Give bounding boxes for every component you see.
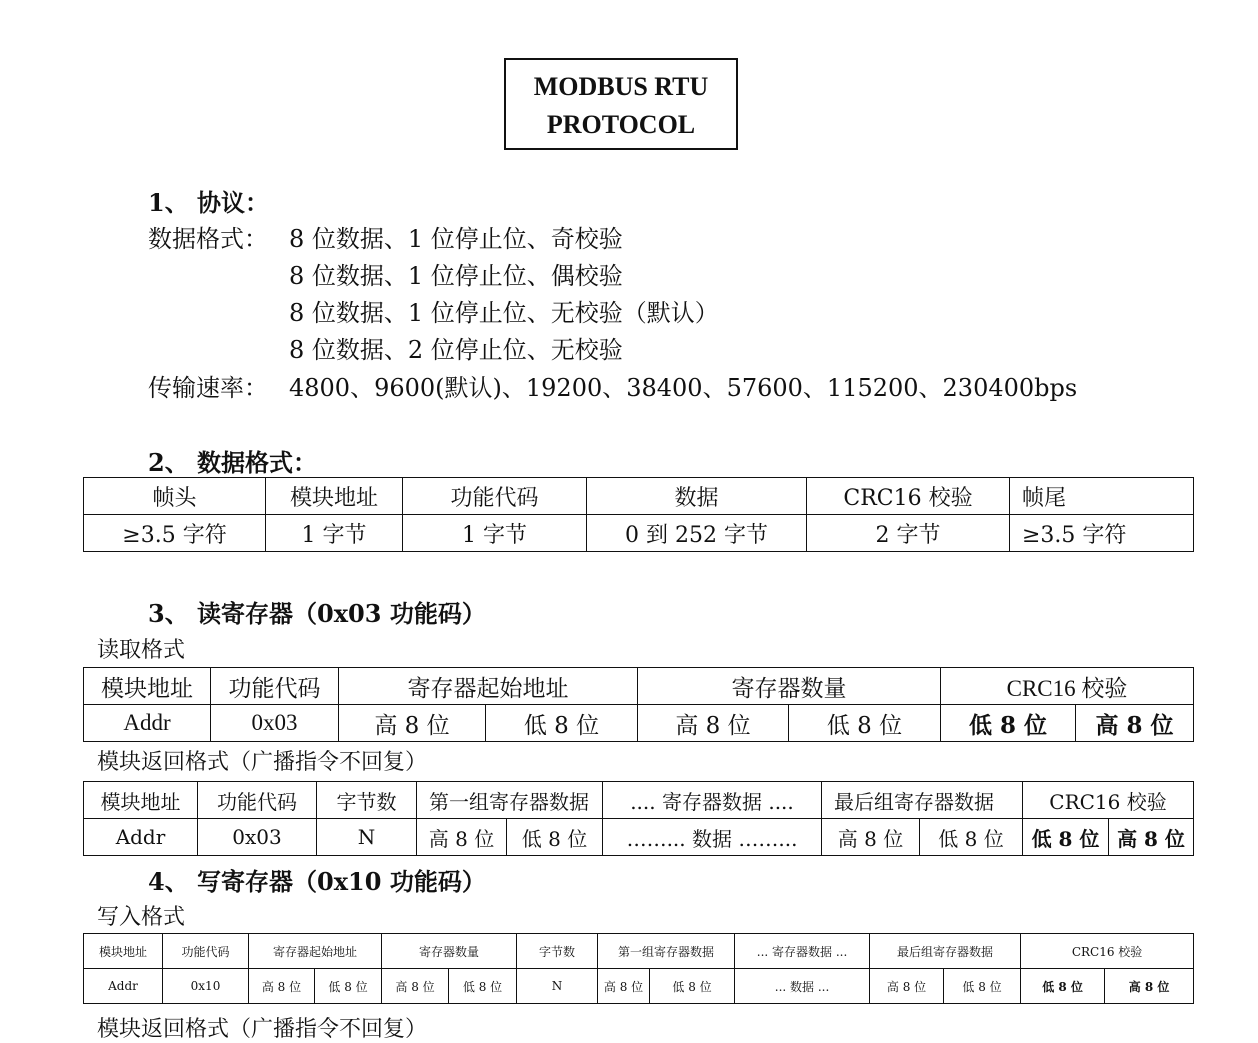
write-response-label: 模块返回格式（广播指令不回复） xyxy=(97,1017,428,1042)
table-header-cell: 帧尾 xyxy=(1010,478,1194,515)
table-cell: 低 8 位 xyxy=(1021,969,1105,1004)
title-line-2: PROTOCOL xyxy=(546,110,696,139)
table-cell: ……... 数据 ……... xyxy=(603,819,822,856)
table-cell: 高 8 位 xyxy=(1109,819,1194,856)
table-cell: 2 字节 xyxy=(807,515,1010,552)
table-header-cell: .... 寄存器数据 .... xyxy=(603,782,822,819)
document-title xyxy=(504,58,738,150)
table-cell: 低 8 位 xyxy=(789,705,941,742)
table-header-cell: 模块地址 xyxy=(266,478,403,515)
table-header-cell: 寄存器起始地址 xyxy=(249,934,382,969)
table-cell: 低 8 位 xyxy=(486,705,638,742)
table-header-cell: 字节数 xyxy=(317,782,417,819)
table-row xyxy=(84,819,1194,856)
section-2-heading: 2、 数据格式： xyxy=(148,448,318,477)
table-header-cell: CRC16 校验 xyxy=(1023,782,1194,819)
table-row xyxy=(84,782,1194,819)
table-cell: 1 字节 xyxy=(403,515,587,552)
table-cell: 低 8 位 xyxy=(650,969,735,1004)
table-header-cell: 功能代码 xyxy=(163,934,249,969)
table-cell: 低 8 位 xyxy=(1023,819,1109,856)
table-row xyxy=(84,668,1194,705)
table-cell: ... 数据 ... xyxy=(735,969,870,1004)
table-header-cell: 模块地址 xyxy=(84,934,163,969)
table-cell: N xyxy=(317,819,417,856)
table-header-cell: 最后组寄存器数据 xyxy=(870,934,1021,969)
table-cell: 0x03 xyxy=(198,819,317,856)
table-cell: 高 8 位 xyxy=(638,705,789,742)
read-response-label: 模块返回格式（广播指令不回复） xyxy=(97,750,428,775)
table-cell: 高 8 位 xyxy=(417,819,507,856)
write-request-label: 写入格式 xyxy=(97,905,186,930)
write-request-table xyxy=(83,933,1194,1004)
data-format-label: 数据格式： xyxy=(148,225,268,253)
table-cell: 低 8 位 xyxy=(507,819,603,856)
table-header-cell: CRC16 校验 xyxy=(807,478,1010,515)
table-cell: 高 8 位 xyxy=(249,969,315,1004)
table-row xyxy=(84,705,1194,742)
section-3-heading: 3、 读寄存器（0x03 功能码） xyxy=(148,599,486,628)
baud-rate-values: 4800、9600(默认)、19200、38400、57600、115200、230400bps xyxy=(289,374,1078,402)
table-cell: 高 8 位 xyxy=(1105,969,1194,1004)
table-header-cell: CRC16 校验 xyxy=(1021,934,1194,969)
section-4-heading: 4、 写寄存器（0x10 功能码） xyxy=(148,867,486,896)
table-cell: Addr xyxy=(84,819,198,856)
table-cell: N xyxy=(517,969,598,1004)
table-row xyxy=(84,515,1194,552)
data-format-item: 8 位数据、1 位停止位、无校验（默认） xyxy=(289,299,719,327)
table-header-cell: ... 寄存器数据 ... xyxy=(735,934,870,969)
table-cell: 高 8 位 xyxy=(822,819,920,856)
table-cell: 高 8 位 xyxy=(1076,705,1194,742)
baud-rate-label: 传输速率： xyxy=(148,374,268,402)
read-request-label: 读取格式 xyxy=(97,638,186,663)
table-header-cell: 功能代码 xyxy=(211,668,339,705)
table-header-cell: 模块地址 xyxy=(84,668,211,705)
table-row xyxy=(84,478,1194,515)
table-header-cell: 最后组寄存器数据 xyxy=(822,782,1023,819)
read-request-table xyxy=(83,667,1194,742)
table-header-cell: 功能代码 xyxy=(403,478,587,515)
table-header-cell: 数据 xyxy=(587,478,807,515)
table-header-cell: 字节数 xyxy=(517,934,598,969)
data-format-item: 8 位数据、2 位停止位、无校验 xyxy=(289,336,623,364)
table-header-cell: 寄存器起始地址 xyxy=(339,668,638,705)
table-cell: 低 8 位 xyxy=(941,705,1076,742)
table-cell: 高 8 位 xyxy=(598,969,650,1004)
table-cell: 高 8 位 xyxy=(339,705,486,742)
table-cell: Addr xyxy=(84,705,211,742)
table-cell: 高 8 位 xyxy=(870,969,944,1004)
table-cell: 低 8 位 xyxy=(920,819,1023,856)
table-header-cell: 第一组寄存器数据 xyxy=(598,934,735,969)
table-cell: ≥3.5 字符 xyxy=(84,515,266,552)
frame-format-table xyxy=(83,477,1194,552)
read-response-table xyxy=(83,781,1194,856)
table-header-cell: 第一组寄存器数据 xyxy=(417,782,603,819)
table-cell: 高 8 位 xyxy=(382,969,449,1004)
table-cell: 0x10 xyxy=(163,969,249,1004)
table-cell: Addr xyxy=(84,969,163,1004)
table-cell: ≥3.5 字符 xyxy=(1010,515,1194,552)
table-cell: 0x03 xyxy=(211,705,339,742)
table-cell: 0 到 252 字节 xyxy=(587,515,807,552)
table-row xyxy=(84,934,1194,969)
table-header-cell: CRC16 校验 xyxy=(941,668,1194,705)
table-cell: 低 8 位 xyxy=(944,969,1021,1004)
table-header-cell: 帧头 xyxy=(84,478,266,515)
table-cell: 低 8 位 xyxy=(449,969,517,1004)
table-cell: 低 8 位 xyxy=(315,969,382,1004)
data-format-item: 8 位数据、1 位停止位、奇校验 xyxy=(289,225,623,253)
table-row xyxy=(84,969,1194,1004)
title-line-1: MODBUS RTU xyxy=(533,72,709,101)
table-cell: 1 字节 xyxy=(266,515,403,552)
table-header-cell: 寄存器数量 xyxy=(638,668,941,705)
data-format-item: 8 位数据、1 位停止位、偶校验 xyxy=(289,262,623,290)
table-header-cell: 寄存器数量 xyxy=(382,934,517,969)
table-header-cell: 功能代码 xyxy=(198,782,317,819)
table-header-cell: 模块地址 xyxy=(84,782,198,819)
section-1-heading: 1、 协议： xyxy=(148,188,270,217)
